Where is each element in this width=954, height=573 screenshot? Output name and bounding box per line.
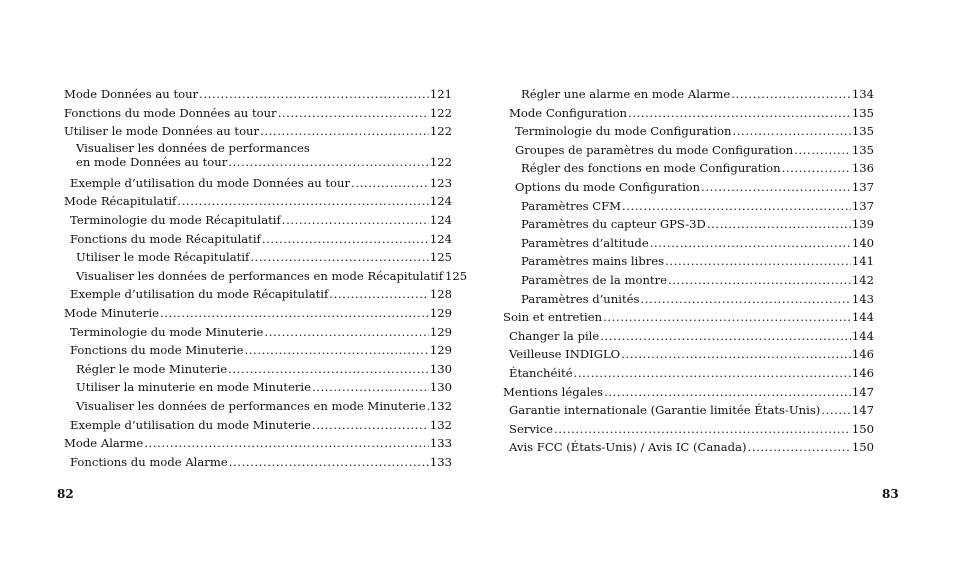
toc-entry[interactable] — [503, 252, 874, 271]
toc-entry[interactable] — [64, 230, 452, 249]
toc-leader-dots — [782, 159, 851, 178]
toc-entry-page: 122 — [429, 155, 452, 170]
toc-entry-label: Terminologie du mode Minuterie — [70, 324, 264, 339]
toc-entry-label: Fonctions du mode Alarme — [70, 454, 228, 469]
toc-entry-page: 144 — [851, 328, 874, 343]
toc-entry[interactable] — [503, 159, 874, 178]
toc-entry-label: Mentions légales — [503, 384, 604, 399]
toc-leader-dots — [732, 122, 850, 141]
table-of-contents-left — [64, 85, 468, 471]
toc-entry-page: 130 — [429, 361, 452, 376]
toc-entry-label: Mode Alarme — [64, 436, 144, 451]
toc-entry-label: Changer la pile — [509, 328, 600, 343]
toc-leader-dots — [794, 141, 851, 160]
toc-entry-page: 146 — [851, 365, 874, 380]
toc-entry[interactable] — [64, 192, 452, 211]
toc-leader-dots — [228, 360, 429, 379]
toc-leader-dots — [574, 364, 851, 383]
toc-entry-label: Fonctions du mode Données au tour — [64, 105, 277, 120]
toc-entry-page: 150 — [851, 440, 874, 455]
toc-leader-dots — [554, 420, 851, 439]
page-number-left: 82 — [57, 487, 74, 501]
toc-entry[interactable] — [503, 401, 874, 420]
toc-entry[interactable] — [64, 122, 452, 141]
toc-entry-label: Mode Minuterie — [64, 305, 159, 320]
toc-entry-page: 121 — [429, 87, 452, 101]
toc-entry[interactable] — [503, 345, 874, 364]
toc-entry-page: 129 — [429, 343, 452, 358]
toc-entry-label: Utiliser le mode Données au tour — [64, 124, 260, 139]
toc-entry-label: Exemple d’utilisation du mode Récapitulatif — [70, 287, 329, 302]
toc-leader-dots — [260, 122, 429, 141]
toc-leader-dots — [821, 401, 851, 420]
toc-entry-page: 135 — [851, 124, 874, 139]
toc-leader-dots — [160, 304, 429, 323]
toc-leader-dots — [278, 104, 429, 123]
toc-leader-dots — [628, 104, 851, 123]
toc-entry-page: 133 — [429, 454, 452, 469]
toc-entry[interactable] — [503, 308, 874, 327]
toc-entry-page: 134 — [851, 87, 874, 101]
toc-entry-label: Avis FCC (États-Unis) / Avis IC (Canada) — [509, 440, 747, 455]
toc-entry-label: Visualiser les données de performances en mode Minuterie — [76, 398, 426, 413]
toc-leader-dots — [640, 290, 850, 309]
toc-entry-page: 122 — [429, 124, 452, 139]
toc-entry-label: Exemple d’utilisation du mode Minuterie — [70, 417, 311, 432]
toc-leader-dots — [707, 215, 851, 234]
toc-leader-dots — [600, 327, 851, 346]
toc-leader-dots — [262, 230, 429, 249]
toc-entry-page: 133 — [429, 436, 452, 451]
toc-entry-page: 130 — [429, 380, 452, 395]
toc-entry-page: 135 — [851, 142, 874, 157]
toc-entry[interactable] — [503, 420, 874, 439]
toc-entry-label: Soin et entretien — [503, 310, 603, 325]
toc-leader-dots — [144, 434, 429, 453]
toc-leader-dots — [199, 85, 429, 104]
toc-entry[interactable] — [64, 453, 452, 472]
toc-entry-page: 146 — [851, 347, 874, 362]
toc-entry[interactable] — [64, 141, 452, 174]
toc-entry-page: 125 — [445, 268, 468, 283]
toc-leader-dots — [264, 323, 428, 342]
toc-entry-page: 124 — [429, 231, 452, 246]
toc-entry-page: 136 — [851, 161, 874, 176]
toc-entry[interactable] — [503, 327, 874, 346]
toc-entry-page: 142 — [851, 272, 874, 287]
toc-entry[interactable] — [64, 285, 452, 304]
toc-entry[interactable] — [503, 122, 874, 141]
toc-entry-page: 123 — [429, 175, 452, 190]
toc-entry[interactable] — [64, 104, 452, 123]
toc-entry-page: 125 — [429, 250, 452, 265]
toc-entry-page: 140 — [851, 235, 874, 250]
toc-entry-page: 132 — [429, 398, 452, 413]
toc-leader-dots — [177, 192, 429, 211]
toc-entry-label: Paramètres CFM — [521, 198, 621, 213]
toc-entry[interactable] — [64, 211, 452, 230]
toc-entry[interactable] — [64, 434, 452, 453]
toc-entry-label: Fonctions du mode Récapitulatif — [70, 231, 261, 246]
toc-entry-label: Utiliser la minuterie en mode Minuterie — [76, 380, 311, 395]
toc-entry[interactable] — [64, 304, 452, 323]
toc-entry[interactable] — [503, 364, 874, 383]
toc-entry-page: 122 — [429, 105, 452, 120]
toc-entry-label: Étanchéité — [509, 365, 573, 380]
toc-leader-dots — [312, 378, 429, 397]
toc-entry[interactable] — [503, 197, 874, 216]
toc-entry-page: 128 — [429, 287, 452, 302]
toc-entry-page: 124 — [429, 212, 452, 227]
toc-leader-dots — [427, 397, 429, 416]
toc-entry[interactable] — [503, 234, 874, 253]
toc-entry[interactable] — [503, 290, 874, 309]
toc-leader-dots — [244, 341, 428, 360]
toc-leader-dots — [229, 453, 429, 472]
toc-entry[interactable] — [64, 174, 452, 193]
toc-entry[interactable] — [64, 360, 452, 379]
toc-leader-dots — [603, 308, 851, 327]
toc-leader-dots — [282, 211, 429, 230]
toc-entry-label: Visualiser les données de performances en mode Récapitulatif — [76, 268, 444, 283]
toc-entry-label: Utiliser le mode Récapitulatif — [76, 250, 250, 265]
toc-leader-dots — [604, 383, 851, 402]
toc-entry-label: Terminologie du mode Configuration — [515, 124, 732, 139]
toc-entry-label: Mode Données au tour — [64, 87, 199, 101]
toc-entry-label: Paramètres d’unités — [521, 291, 640, 306]
toc-entry-page: 129 — [429, 305, 452, 320]
toc-entry-page: 129 — [429, 324, 452, 339]
toc-entry-label-continued: en mode Données au tour — [76, 155, 228, 170]
toc-entry[interactable] — [503, 141, 874, 160]
toc-entry-label: Groupes de paramètres du mode Configuration — [515, 142, 794, 157]
toc-entry-label: Exemple d’utilisation du mode Données au tour — [70, 175, 351, 190]
toc-entry-page: 137 — [851, 198, 874, 213]
toc-entry[interactable] — [64, 397, 452, 416]
toc-leader-dots — [312, 416, 429, 435]
toc-entry-page: 143 — [851, 291, 874, 306]
table-of-contents-right — [503, 85, 874, 457]
toc-entry-page: 135 — [851, 105, 874, 120]
toc-entry-label: Paramètres du capteur GPS-3D — [521, 217, 706, 232]
toc-entry-label: Fonctions du mode Minuterie — [70, 343, 244, 358]
toc-entry-label: Mode Configuration — [509, 105, 628, 120]
toc-entry-label: Paramètres d’altitude — [521, 235, 649, 250]
toc-leader-dots — [351, 174, 429, 193]
toc-entry-label: Paramètres de la montre — [521, 272, 667, 287]
toc-entry-page: 139 — [851, 217, 874, 232]
toc-leader-dots — [329, 285, 429, 304]
toc-entry[interactable] — [64, 341, 452, 360]
toc-entry[interactable] — [503, 178, 874, 197]
toc-entry-label: Mode Récapitulatif — [64, 194, 177, 209]
toc-entry-label: Veilleuse INDIGLO — [509, 347, 621, 362]
toc-leader-dots — [622, 197, 851, 216]
toc-entry[interactable] — [503, 271, 874, 290]
toc-entry-label: Options du mode Configuration — [515, 179, 701, 194]
toc-entry[interactable] — [64, 416, 452, 435]
toc-leader-dots — [228, 155, 429, 170]
toc-entry-line2 — [76, 155, 452, 170]
toc-entry[interactable] — [503, 215, 874, 234]
toc-entry-label: Visualiser les données de performances — [76, 140, 310, 155]
toc-entry-page: 147 — [851, 403, 874, 418]
toc-entry-page: 137 — [851, 179, 874, 194]
toc-entry-page: 150 — [851, 421, 874, 436]
toc-leader-dots — [250, 248, 429, 267]
toc-entry-label: Garantie internationale (Garantie limitée États-Unis) — [509, 403, 821, 418]
toc-leader-dots — [665, 252, 851, 271]
toc-entry-label: Régler des fonctions en mode Configuration — [521, 161, 781, 176]
toc-entry-label: Régler le mode Minuterie — [76, 361, 228, 376]
page-number-right: 83 — [882, 487, 899, 501]
toc-leader-dots — [748, 438, 851, 457]
toc-leader-dots — [701, 178, 851, 197]
toc-entry-label: Paramètres mains libres — [521, 254, 665, 269]
toc-entry-label: Régler une alarme en mode Alarme — [521, 87, 731, 101]
toc-entry-page: 147 — [851, 384, 874, 399]
toc-entry-label: Service — [509, 421, 553, 436]
toc-entry[interactable] — [64, 323, 452, 342]
toc-entry[interactable] — [64, 267, 468, 286]
toc-entry-page: 144 — [851, 310, 874, 325]
toc-entry-page: 124 — [429, 194, 452, 209]
right-page — [477, 0, 954, 573]
toc-entry[interactable] — [503, 85, 874, 104]
toc-entry[interactable] — [503, 104, 874, 123]
toc-entry[interactable] — [503, 383, 874, 402]
toc-entry[interactable] — [64, 248, 452, 267]
toc-entry[interactable] — [64, 378, 452, 397]
toc-leader-dots — [668, 271, 851, 290]
toc-leader-dots — [621, 345, 851, 364]
toc-entry[interactable] — [503, 438, 874, 457]
toc-leader-dots — [731, 85, 851, 104]
toc-entry-page: 132 — [429, 417, 452, 432]
toc-entry-page: 141 — [851, 254, 874, 269]
toc-entry[interactable] — [64, 85, 452, 104]
toc-leader-dots — [650, 234, 851, 253]
toc-entry-label: Terminologie du mode Récapitulatif — [70, 212, 281, 227]
